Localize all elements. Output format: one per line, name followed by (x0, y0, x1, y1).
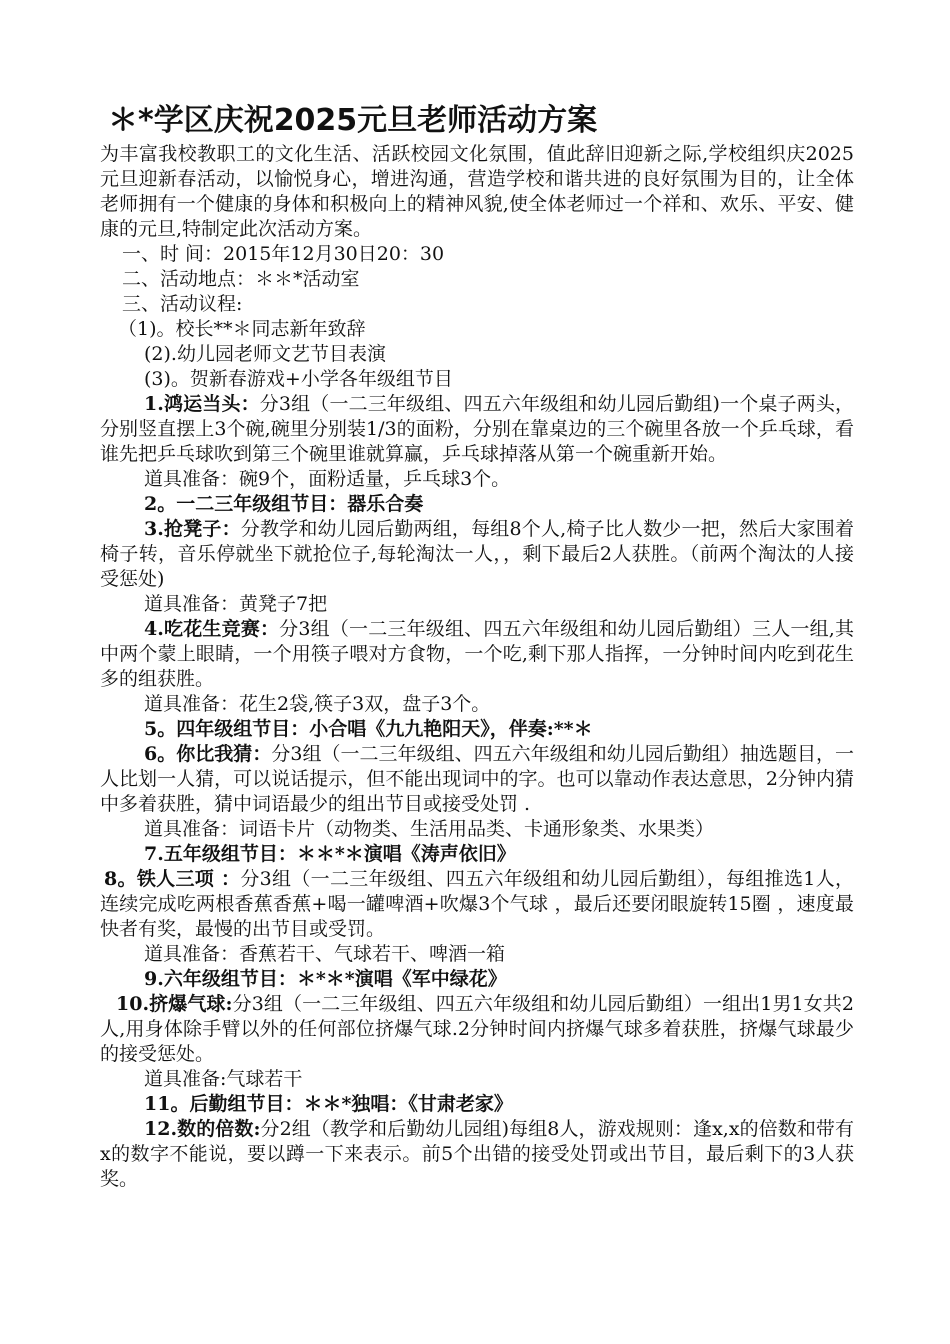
agenda-heading: 三、活动议程: (122, 293, 243, 315)
game-4-heading: 4.吃花生竞赛： (144, 618, 280, 640)
program-7: 7.五年级组节目：＊＊*＊演唱《涛声依旧》 (144, 843, 516, 865)
game-1-body: 分3组（一二三年级组、四五六年级组和幼儿园后勤组)一个桌子两头，分别竖直摆上3个碗,碗里分别装1/3的面粉，分别在靠桌边的三个碗里各放一个乒乓球，看谁先把乒乓球吹到第三个碗里谁就算赢，乒乓球掉落从第一个碗重新开始。 (100, 393, 854, 465)
game-12-heading: 12.数的倍数: (144, 1118, 261, 1140)
game-3-body: 分教学和幼儿园后勤两组，每组8个人,椅子比人数少一把，然后大家围着椅子转，音乐停就坐下就抢位子,每轮淘汰一人，，剩下最后2人获胜。（前两个淘汰的人接受惩处) (100, 518, 854, 590)
game-6-body: 分3组（一二三年级组、四五六年级组和幼儿园后勤组）抽选题目，一人比划一人猜，可以说话提示，但不能出现词中的字。也可以靠动作表达意思，2分钟内猜中多着获胜，猜中词语最少的组出节目或接受处罚 . (100, 743, 854, 815)
program-11: 11。后勤组节目：＊＊*独唱：《甘肃老家》 (144, 1093, 513, 1115)
game-8-body: 分3组（一二三年级组、四五六年级组和幼儿园后勤组），每组推选1人，连续完成吃两根香蕉香蕉+喝一罐啤酒+吹爆3个气球 ，最后还要闭眼旋转15圈 ，速度最快者有奖，最慢的出节目或受罚。 (100, 868, 854, 940)
agenda-item-1: （1)。校长**＊同志新年致辞 (118, 318, 366, 340)
game-3-props: 道具准备：黄凳子7把 (144, 593, 328, 615)
game-8-heading: 8。铁人三项 ： (104, 868, 241, 890)
game-6-heading: 6。你比我猜： (144, 743, 272, 765)
game-10-body: 分3组（一二三年级组、四五六年级组和幼儿园后勤组）一组出1男1女共2人,用身体除手臂以外的任何部位挤爆气球.2分钟时间内挤爆气球多着获胜，挤爆气球最少的接受惩处。 (100, 993, 854, 1065)
game-1-paragraph (100, 392, 854, 467)
agenda-item-3: (3)。贺新春游戏+小学各年级组节目 (144, 368, 453, 390)
game-10-paragraph (100, 992, 854, 1067)
game-6-props: 道具准备：词语卡片（动物类、生活用品类、卡通形象类、水果类） (144, 818, 715, 840)
time-line: 一、时 间：2015年12月30日20：30 (122, 243, 445, 265)
game-1-heading: 1.鸿运当头： (144, 393, 260, 415)
game-10-heading: 10.挤爆气球: (116, 993, 233, 1015)
program-9: 9.六年级组节目：＊*＊*演唱《军中绿花》 (144, 968, 507, 990)
game-4-paragraph (100, 617, 854, 692)
program-5: 5。四年级组节目：小合唱《九九艳阳天》，伴奏:**＊ (144, 718, 593, 740)
game-3-heading: 3.抢凳子： (144, 518, 241, 540)
game-8-paragraph (100, 867, 854, 942)
game-12-paragraph (100, 1117, 854, 1192)
game-6-paragraph (100, 742, 854, 817)
game-3-paragraph (100, 517, 854, 592)
game-4-props: 道具准备：花生2袋,筷子3双，盘子3个。 (144, 693, 491, 715)
game-1-props: 道具准备：碗9个，面粉适量，乒乓球3个。 (144, 468, 511, 490)
intro-paragraph: 为丰富我校教职工的文化生活、活跃校园文化氛围，值此辞旧迎新之际,学校组织庆2025元旦迎新春活动，以愉悦身心，增进沟通，营造学校和谐共进的良好氛围为目的，让全体老师拥有一个健康的身体和积极向上的精神风貌,使全体老师过一个祥和、欢乐、平安、健康的元旦,特制定此次活动方案。 (100, 143, 854, 240)
game-10-props: 道具准备:气球若干 (144, 1068, 303, 1090)
document-title: ＊*学区庆祝2025元旦老师活动方案 (108, 103, 598, 138)
agenda-item-2: (2).幼儿园老师文艺节目表演 (144, 343, 386, 365)
game-8-props: 道具准备：香蕉若干、气球若干、啤酒一箱 (144, 943, 506, 965)
place-line: 二、活动地点：＊＊*活动室 (122, 268, 360, 290)
game-12-body: 分2组（教学和后勤幼儿园组)每组8人，游戏规则：逢x,x的倍数和带有x的数字不能说，要以蹲一下来表示。前5个出错的接受处罚或出节目，最后剩下的3人获奖。 (100, 1118, 855, 1190)
program-2: 2。一二三年级组节目：器乐合奏 (144, 493, 424, 515)
game-4-body: 分3组（一二三年级组、四五六年级组和幼儿园后勤组）三人一组,其中两个蒙上眼睛，一个用筷子喂对方食物，一个吃,剩下那人指挥，一分钟时间内吃到花生多的组获胜。 (100, 618, 854, 690)
